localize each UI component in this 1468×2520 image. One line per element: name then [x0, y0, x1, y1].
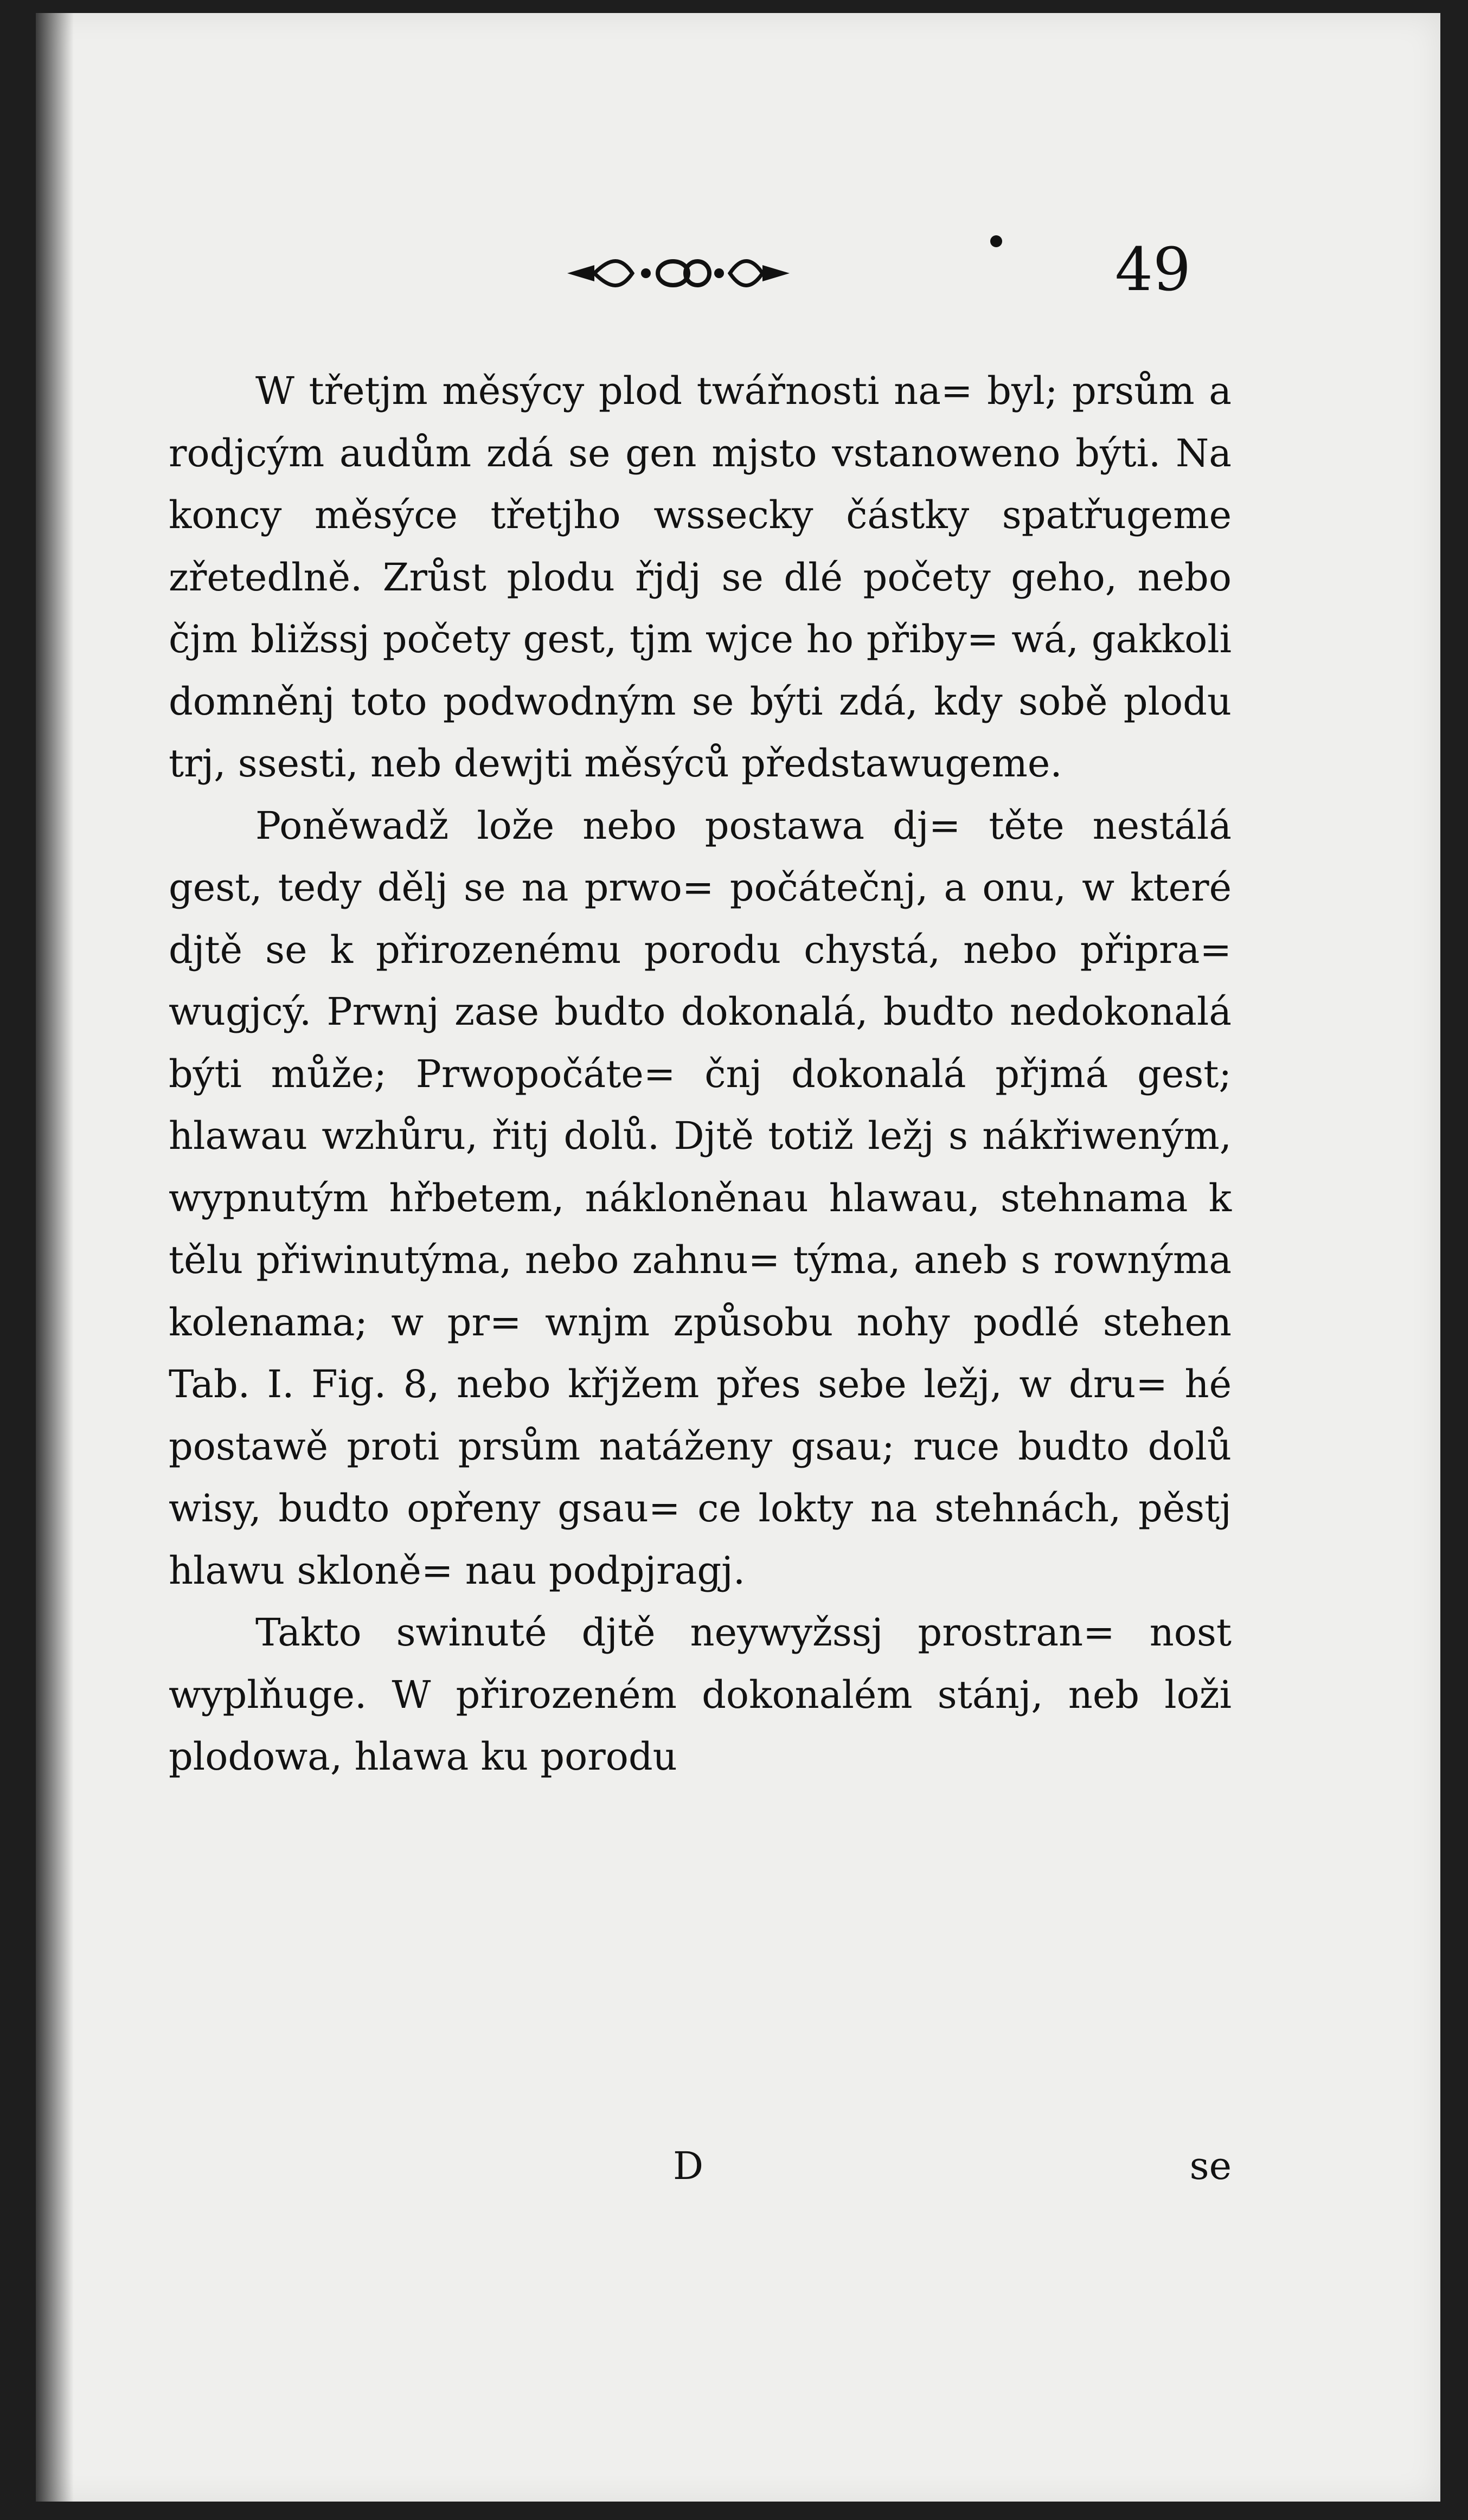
catchword: se	[1189, 2144, 1232, 2188]
page-number: 49	[1115, 235, 1191, 304]
printer-ornament-icon	[562, 252, 795, 295]
body-text	[169, 360, 1232, 1788]
signature-mark: D	[673, 2144, 704, 2188]
paragraph-1: W třetjm měsýcy plod twářnosti na= byl; prsům a rodjcým audům zdá se gen mjsto vstanoweno býti. Na koncy měsýce třetjho wssecky částky spatřugeme zřetedlně. Zrůst plodu řjdj se dlé počety geho, nebo čjm bližssj počety gest, tjm wjce ho přiby= wá, gakkoli domněnj toto podwodným se býti zdá, kdy sobě plodu trj, ssesti, neb dewjti měsýců předstawugeme.	[169, 369, 1232, 786]
book-page	[36, 13, 1440, 2502]
paragraph-3: Takto swinuté djtě neywyžssj prostran= nost wyplňuge. W přirozeném dokonalém stánj, neb loži plodowa, hlawa ku porodu	[169, 1610, 1232, 1779]
binding-shadow	[36, 13, 74, 2502]
page-header	[36, 235, 1440, 306]
paragraph-2: Poněwadž lože nebo postawa dj= těte nestálá gest, tedy dělj se na prwo= počátečnj, a onu, w které djtě se k přirozenému porodu chystá, nebo připra= wugjcý. Prwnj zase budto dokonalá, budto nedokonalá býti může; Prwopočáte= čnj dokonalá přjmá gest; hlawau wzhůru, řitj dolů. Djtě totiž ležj s nákřiweným, wypnutým hřbetem, nákloněnau hlawau, stehnama k tělu přiwinutýma, nebo zahnu= týma, aneb s rownýma kolenama; w pr= wnjm způsobu nohy podlé stehen Tab. I. Fig. 8, nebo křjžem přes sebe ležj, w dru= hé postawě proti prsům natáženy gsau; ruce budto dolů wisy, budto opřeny gsau= ce lokty na stehnách, pěstj hlawu skloně= nau podpjragj.	[169, 803, 1232, 1593]
ink-dot	[990, 235, 1002, 247]
page-footer	[169, 2144, 1232, 2209]
